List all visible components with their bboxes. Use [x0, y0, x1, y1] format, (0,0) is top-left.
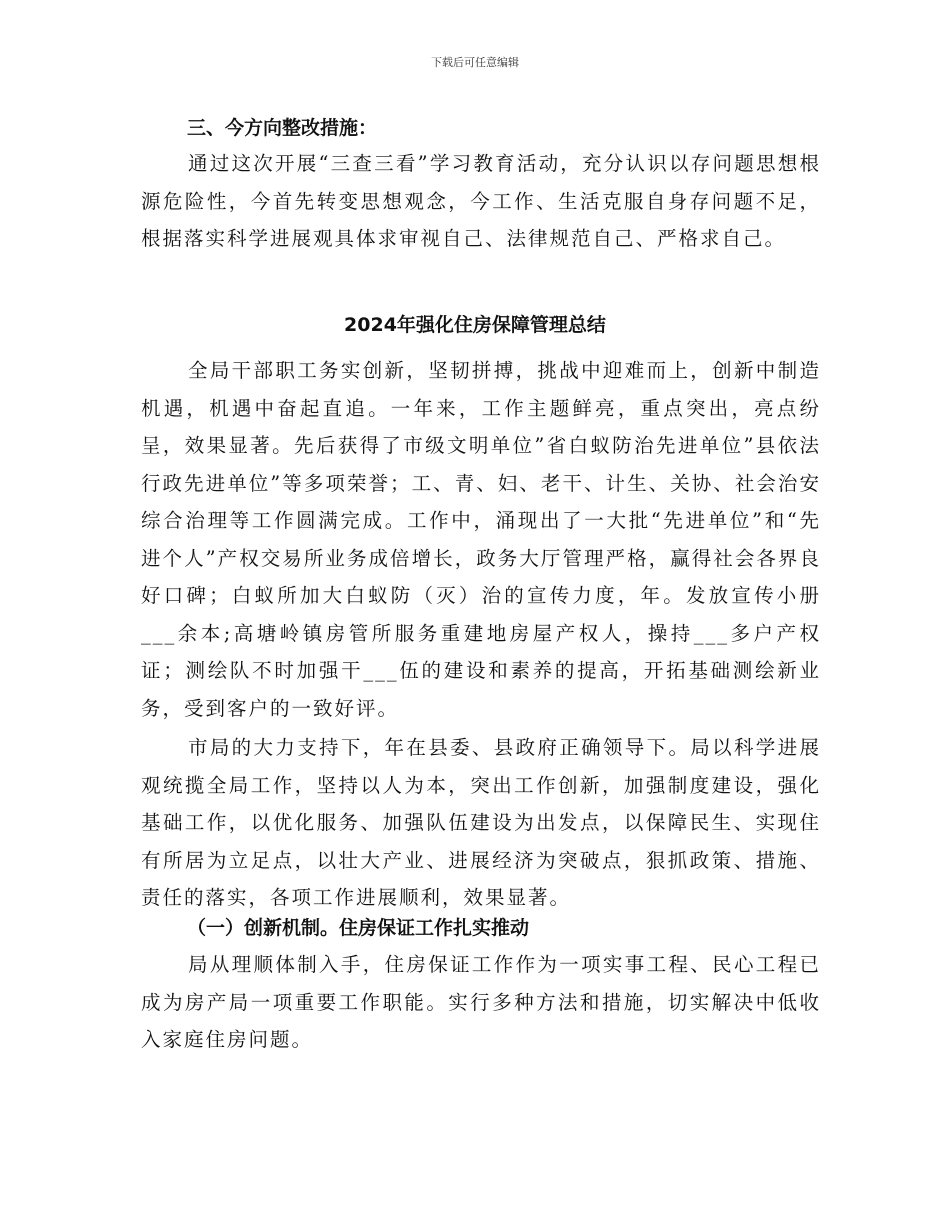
section-paragraph: 通过这次开展“三查三看”学习教育活动，充分认识以存问题思想根源危险性，今首先转变思想观念，今工作、生活克服自身存问题不足，根据落实科学进展观具体求审视自己、法律规范自己、严格求自己。	[141, 152, 821, 250]
document-title: 2024年强化住房保障管理总结	[344, 314, 606, 336]
body-paragraph-2: 市局的大力支持下，年在县委、县政府正确领导下。局以科学进展观统揽全局工作，坚持以人为本，突出工作创新，加强制度建设，强化基础工作，以优化服务、加强队伍建设为出发点，以保障民生、实现住有所居为立足点，以壮大产业、进展经济为突破点，狠抓政策、措施、责任的落实，各项工作进展顺利，效果显著。	[141, 736, 821, 909]
page-header-note: 下载后可任意编辑	[431, 56, 519, 69]
subsection-paragraph: 局从理顺体制入手，住房保证工作作为一项实事工程、民心工程已成为房产局一项重要工作职能。实行多种方法和措施，切实解决中低收入家庭住房问题。	[141, 953, 821, 1051]
body-paragraph-1: 全局干部职工务实创新，坚韧拼搏，挑战中迎难而上，创新中制造机遇，机遇中奋起直追。一年来，工作主题鲜亮，重点突出，亮点纷呈，效果显著。先后获得了市级文明单位”省白蚁防治先进单位”县依法行政先进单位”等多项荣誉；工、青、妇、老干、计生、关协、社会治安综合治理等工作圆满完成。工作中，涌现出了一大批“先进单位”和“先进个人”产权交易所业务成倍增长，政务大厅管理严格，赢得社会各界良好口碑；白蚁所加大白蚁防（灭）治的宣传力度，年。发放宣传小册___余本;高塘岭镇房管所服务重建地房屋产权人，操持___多户产权证；测绘队不时加强干___伍的建设和素养的提高，开拓基础测绘新业务，受到客户的一致好评。	[141, 359, 821, 720]
subsection-heading: （一）创新机制。住房保证工作扎实推动	[187, 917, 530, 939]
section-heading: 三、今方向整改措施：	[187, 117, 378, 139]
